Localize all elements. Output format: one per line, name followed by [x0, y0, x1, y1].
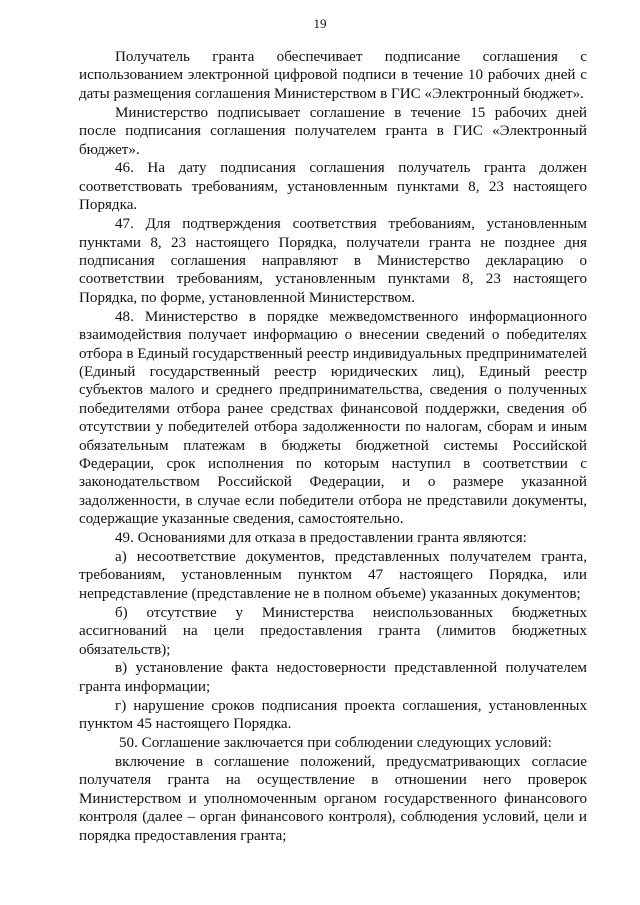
paragraph-46: 46. На дату подписания соглашения получатель гранта должен соответствовать требованиям, установленным пунктами 8, 23 настоящего Порядка.: [79, 160, 587, 214]
paragraph-50: 50. Соглашение заключается при соблюдении следующих условий:: [119, 735, 552, 752]
paragraph-48: 48. Министерство в порядке межведомственного информационного взаимодействия получает информацию о внесении сведений о победителях отбора в Единый государственный реестр индивидуальных предпринимателей (Единый государственный реестр юридических лиц), Единый реестр субъектов малого и среднего предпринимательства, сведения о полученных победителями отбора ранее средствах финансовой поддержки, сведения об отсутствии у победителей отбора задолженности по налогам, сборам и иным обязательным платежам в бюджеты бюджетной системы Российской Федерации, срок исполнения по которым наступил в соответствии с законодательством Российской Федерации, и о размере указанной задолженности, в случае если победители отбора не представили документы, содержащие указанные сведения, самостоятельно.: [79, 308, 587, 528]
paragraph-signing-by-ministry: Министерство подписывает соглашение в течение 15 рабочих дней после подписания соглашения получателем гранта в ГИС «Электронный бюджет».: [79, 104, 587, 158]
paragraph-49-v: в) установление факта недостоверности представленной получателем гранта информации;: [79, 660, 587, 695]
paragraph-49: 49. Основаниями для отказа в предоставлении гранта являются:: [115, 530, 527, 547]
paragraph-49-g: г) нарушение сроков подписания проекта соглашения, установленных пунктом 45 настоящего Порядка.: [79, 697, 587, 733]
paragraph-50-condition: включение в соглашение положений, предусматривающих согласие получателя гранта на осуществление в отношении него проверок Министерством и уполномоченным органом государственного финансового контроля (далее – орган финансового контроля), соблюдения условий, цели и порядка предоставления гранта;: [79, 753, 587, 844]
document-body: [79, 48, 587, 845]
page-number: 19: [313, 16, 327, 31]
paragraph-49-b: б) отсутствие у Министерства неиспользованных бюджетных ассигнований на цели предоставления гранта (лимитов бюджетных обязательств);: [79, 604, 587, 658]
paragraph-49-a: а) несоответствие документов, представленных получателем гранта, требованиям, установленным пунктом 47 настоящего Порядка, или непредставление (представление не в полном объеме) указанных документов;: [79, 548, 587, 602]
paragraph-signing-by-recipient: Получатель гранта обеспечивает подписание соглашения с использованием электронной цифровой подписи в течение 10 рабочих дней с даты размещения соглашения Министерством в ГИС «Электронный бюджет».: [79, 49, 587, 102]
paragraph-47: 47. Для подтверждения соответствия требованиям, установленным пунктами 8, 23 настоящего Порядка, получатели гранта не позднее дня подписания соглашения направляют в Министерство декларацию о соответствии требованиям, установленным пунктами 8, 23 настоящего Порядка, по форме, установленной Министерством.: [79, 216, 587, 306]
